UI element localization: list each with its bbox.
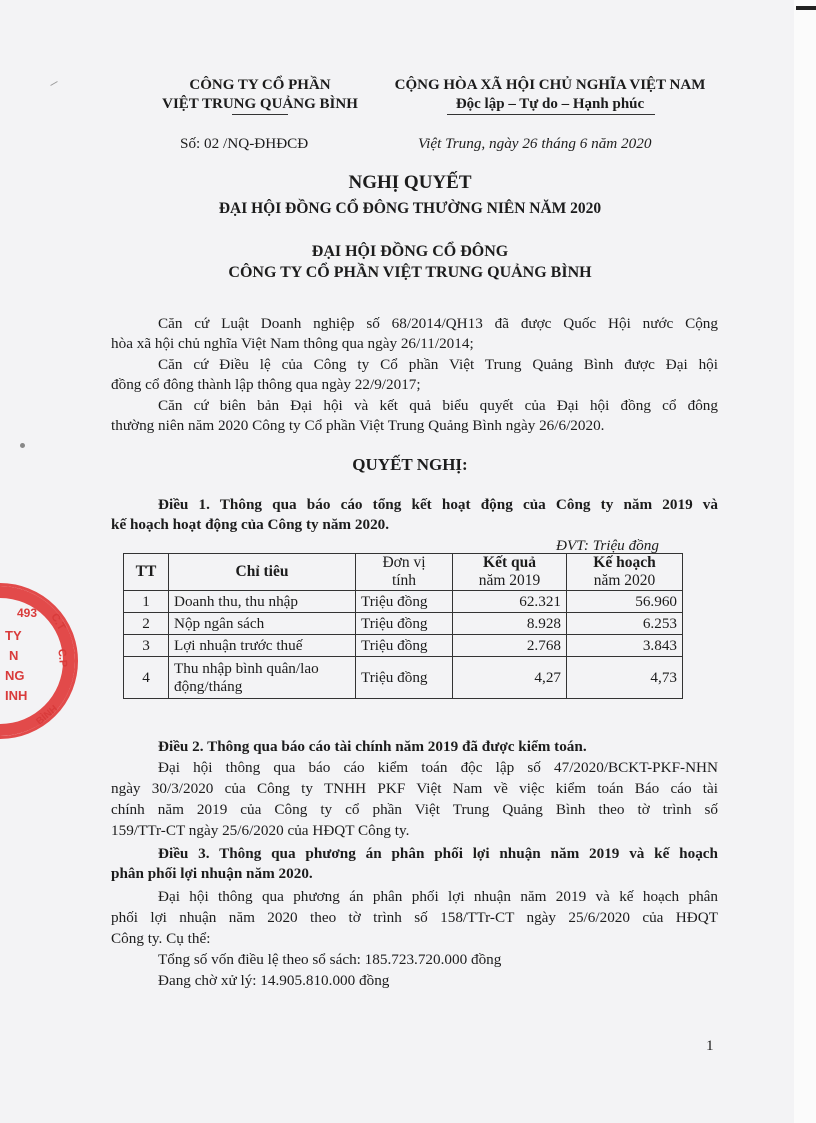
country-line-1: CỘNG HÒA XÃ HỘI CHỦ NGHĨA VIỆT NAM: [394, 77, 706, 93]
col-result: [453, 554, 567, 591]
charter-capital: Tổng số vốn điều lệ theo sổ sách: 185.723.720.000 đồng: [158, 951, 502, 968]
article-3-heading-line-2: phân phối lợi nhuận năm 2020.: [111, 865, 313, 882]
col-unit-line-1: Đơn vị: [382, 554, 426, 571]
col-unit-line-2: tính: [391, 572, 417, 589]
issuer-line-1: ĐẠI HỘI ĐỒNG CỔ ĐÔNG: [311, 243, 509, 260]
scan-speck: [50, 81, 57, 86]
doc-subtitle: ĐẠI HỘI ĐỒNG CỔ ĐÔNG THƯỜNG NIÊN NĂM 2020: [218, 200, 602, 217]
row-plan: 56.960: [567, 591, 683, 613]
row-result: 2.768: [453, 635, 567, 657]
pending-amount: Đang chờ xử lý: 14.905.810.000 đồng: [158, 972, 390, 989]
basis-1-line-2: hòa xã hội chủ nghĩa Việt Nam thông qua ngày 26/11/2014;: [111, 335, 474, 352]
country-motto: [380, 76, 720, 114]
results-table: [123, 553, 683, 699]
col-plan-line-2: năm 2020: [593, 572, 656, 589]
basis-3-line-1: Căn cứ biên bản Đại hội và kết quả biểu quyết của Đại hội đồng cổ đông: [158, 397, 718, 414]
unit-note: ĐVT: Triệu đồng: [556, 537, 659, 554]
row-plan: 3.843: [567, 635, 683, 657]
row-unit: Triệu đồng: [356, 635, 453, 657]
table-row: [124, 591, 683, 613]
col-result-line-2: năm 2019: [478, 572, 541, 589]
row-indicator-line-1: Thu nhập bình quân/lao: [174, 659, 319, 677]
row-unit: Triệu đồng: [356, 591, 453, 613]
row-indicator-line-2: động/tháng: [174, 677, 243, 695]
page-number: 1: [706, 1037, 714, 1054]
table-row: [124, 613, 683, 635]
row-tt: 2: [124, 613, 169, 635]
row-plan: 6.253: [567, 613, 683, 635]
company-underline: [232, 114, 288, 115]
company-line-1: CÔNG TY CỔ PHẦN: [189, 77, 331, 93]
row-plan: 4,73: [567, 657, 683, 699]
article-2-line-4: 159/TTr-CT ngày 25/6/2020 của HĐQT Công ty.: [111, 822, 410, 839]
issuer-line-2: CÔNG TY CỔ PHẦN VIỆT TRUNG QUẢNG BÌNH: [228, 264, 592, 281]
article-2-line-2: ngày 30/3/2020 của Công ty TNHH PKF Việt Nam về việc kiểm toán Báo cáo tài: [111, 780, 718, 797]
article-2-line-1: Đại hội thông qua báo cáo kiểm toán độc lập số 47/2020/BCKT-PKF-NHN: [158, 759, 718, 776]
company-name: [150, 76, 370, 114]
basis-2-line-1: Căn cứ Điều lệ của Công ty Cổ phần Việt Trung Quảng Bình được Đại hội: [158, 356, 718, 373]
col-result-line-1: Kết quả: [483, 554, 536, 571]
table-row: [124, 635, 683, 657]
col-tt: TT: [124, 554, 169, 591]
basis-3-line-2: thường niên năm 2020 Công ty Cổ phần Việt Trung Quảng Bình ngày 26/6/2020.: [111, 417, 605, 434]
article-3-line-2: phối lợi nhuận năm 2020 theo tờ trình số 158/TTr-CT ngày 25/6/2020 của HĐQT: [111, 909, 718, 926]
row-indicator: Doanh thu, thu nhập: [169, 591, 356, 613]
resolution-heading: QUYẾT NGHỊ:: [352, 455, 468, 474]
col-indicator: Chỉ tiêu: [169, 554, 356, 591]
scan-speck: [20, 443, 25, 448]
row-unit: Triệu đồng: [356, 613, 453, 635]
table-header-row: [124, 554, 683, 591]
article-1-heading-line-1: Điều 1. Thông qua báo cáo tổng kết hoạt động của Công ty năm 2019 và: [158, 496, 718, 513]
row-result: 62.321: [453, 591, 567, 613]
place-date: Việt Trung, ngày 26 tháng 6 năm 2020: [418, 135, 652, 152]
basis-2-line-2: đồng cổ đông thành lập thông qua ngày 22/9/2017;: [111, 376, 421, 393]
article-3-line-1: Đại hội thông qua phương án phân phối lợi nhuận năm 2019 và kế hoạch phân: [158, 888, 718, 905]
row-result: 4,27: [453, 657, 567, 699]
country-line-2: Độc lập – Tự do – Hạnh phúc: [455, 96, 645, 112]
row-indicator: Lợi nhuận trước thuế: [169, 635, 356, 657]
article-3-line-3: Công ty. Cụ thể:: [111, 930, 211, 947]
article-1-heading-line-2: kế hoạch hoạt động của Công ty năm 2020.: [111, 516, 390, 533]
row-tt: 1: [124, 591, 169, 613]
doc-number: Số: 02 /NQ-ĐHĐCĐ: [180, 135, 309, 152]
row-indicator: Nộp ngân sách: [169, 613, 356, 635]
row-indicator: [169, 657, 356, 699]
company-line-2: VIỆT TRUNG QUẢNG BÌNH: [162, 96, 358, 112]
basis-1-line-1: Căn cứ Luật Doanh nghiệp số 68/2014/QH13 đã được Quốc Hội nước Cộng: [158, 315, 718, 332]
col-plan: [567, 554, 683, 591]
row-result: 8.928: [453, 613, 567, 635]
motto-underline: [447, 114, 655, 115]
col-plan-line-1: Kế hoạch: [593, 554, 656, 571]
row-unit: Triệu đồng: [356, 657, 453, 699]
article-3-heading-line-1: Điều 3. Thông qua phương án phân phối lợi nhuận năm 2019 và kế hoạch: [158, 845, 718, 862]
article-2-heading: Điều 2. Thông qua báo cáo tài chính năm 2019 đã được kiểm toán.: [158, 738, 587, 755]
scan-edge: [794, 0, 816, 1123]
row-tt: 4: [124, 657, 169, 699]
doc-title: NGHỊ QUYẾT: [348, 172, 472, 193]
table-row: [124, 657, 683, 699]
article-2-line-3: chính năm 2019 của Công ty cổ phần Việt Trung Quảng Bình theo tờ trình số: [111, 801, 718, 818]
company-seal: 493 TY N NG INH C.T C.P BÌNH: [0, 583, 78, 739]
col-unit: [356, 554, 453, 591]
row-tt: 3: [124, 635, 169, 657]
scan-mark: [796, 6, 816, 10]
